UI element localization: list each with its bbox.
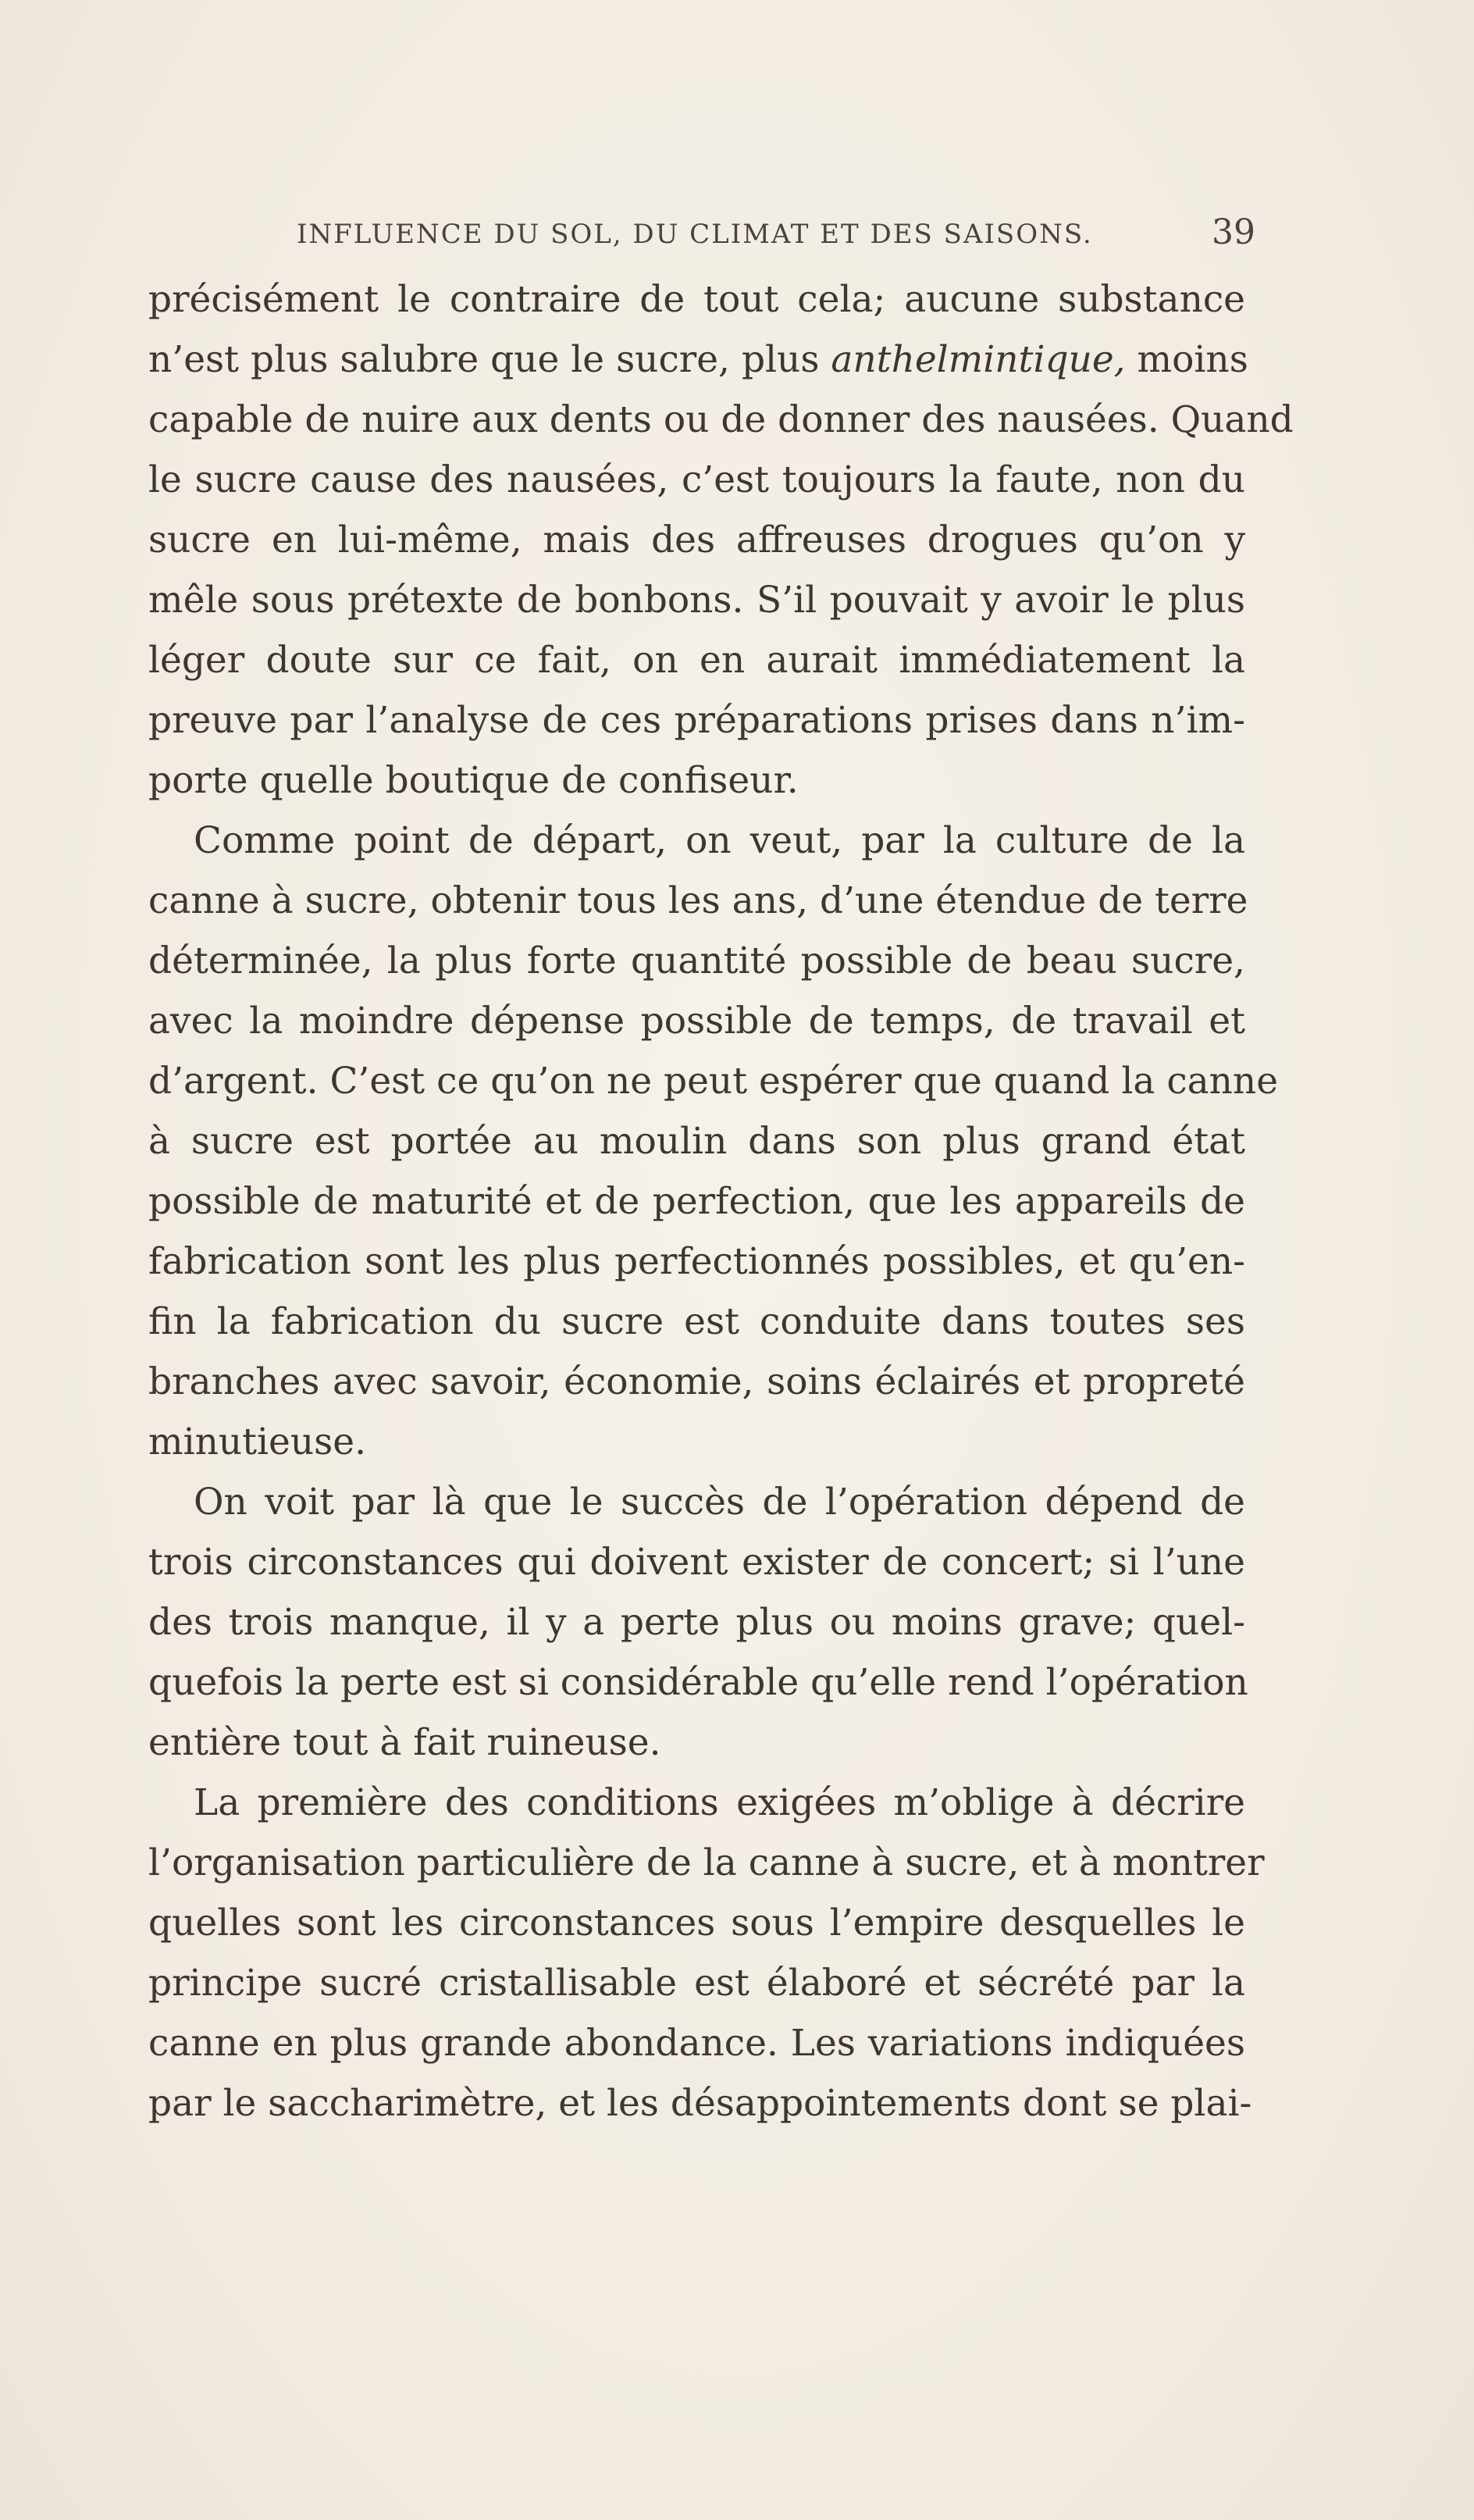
text-line: léger doute sur ce fait, on en aurait immédiatement la	[148, 639, 1245, 682]
text-line: preuve par l’analyse de ces préparations prises dans n’im-	[148, 699, 1245, 742]
text-line: avec la moindre dépense possible de temps, de travail et	[148, 1000, 1245, 1043]
text-line: La première des conditions exigées m’oblige à décrire	[194, 1781, 1245, 1824]
text-line: à sucre est portée au moulin dans son plus grand état	[148, 1120, 1245, 1163]
text-line: quefois la perte est si considérable qu’elle rend l’opération	[148, 1661, 1248, 1704]
text-segment: moins	[1125, 338, 1248, 381]
text-line: canne en plus grande abondance. Les variations indiquées	[148, 2022, 1245, 2065]
running-title: INFLUENCE DU SOL, DU CLIMAT ET DES SAISONS.	[297, 219, 1093, 250]
text-line: fabrication sont les plus perfectionnés possibles, et qu’en-	[148, 1240, 1245, 1283]
text-segment: n’est plus salubre que le sucre, plus	[148, 338, 831, 381]
body-text	[148, 269, 1294, 2133]
text-line: le sucre cause des nausées, c’est toujours la faute, non du	[148, 458, 1245, 501]
page-number: 39	[1212, 212, 1255, 252]
text-line: trois circonstances qui doivent exister de concert; si l’une	[148, 1541, 1245, 1584]
text-line: On voit par là que le succès de l’opération dépend de	[194, 1481, 1245, 1524]
text-line: capable de nuire aux dents ou de donner des nausées. Quand	[148, 398, 1294, 441]
text-line: branches avec savoir, économie, soins éclairés et propreté	[148, 1360, 1245, 1403]
text-line: quelles sont les circonstances sous l’empire desquelles le	[148, 1902, 1245, 1944]
text-line: d’argent. C’est ce qu’on ne peut espérer que quand la canne	[148, 1060, 1279, 1103]
text-line: mêle sous prétexte de bonbons. S’il pouvait y avoir le plus	[148, 579, 1245, 622]
text-line: sucre en lui-même, mais des affreuses drogues qu’on y	[148, 519, 1245, 561]
text-line: porte quelle boutique de confiseur.	[148, 759, 799, 802]
running-head	[297, 212, 1265, 259]
text-line: par le saccharimètre, et les désappointements dont se plai-	[148, 2082, 1252, 2125]
text-line: entière tout à fait ruineuse.	[148, 1721, 661, 1764]
text-line: précisément le contraire de tout cela; aucune substance	[148, 278, 1245, 321]
text-line: fin la fabrication du sucre est conduite dans toutes ses	[148, 1300, 1245, 1343]
text-line: des trois manque, il y a perte plus ou moins grave; quel-	[148, 1601, 1245, 1644]
text-line: minutieuse.	[148, 1420, 367, 1463]
text-line: principe sucré cristallisable est élaboré et sécrété par la	[148, 1962, 1245, 2005]
text-line	[148, 330, 1248, 390]
text-line: déterminée, la plus forte quantité possible de beau sucre,	[148, 939, 1245, 982]
italic-term: anthelmintique,	[831, 338, 1126, 381]
text-line: possible de maturité et de perfection, que les appareils de	[148, 1180, 1245, 1223]
text-line: Comme point de départ, on veut, par la culture de la	[194, 819, 1245, 862]
text-line: l’organisation particulière de la canne à sucre, et à montrer	[148, 1841, 1265, 1884]
text-line: canne à sucre, obtenir tous les ans, d’une étendue de terre	[148, 879, 1248, 922]
